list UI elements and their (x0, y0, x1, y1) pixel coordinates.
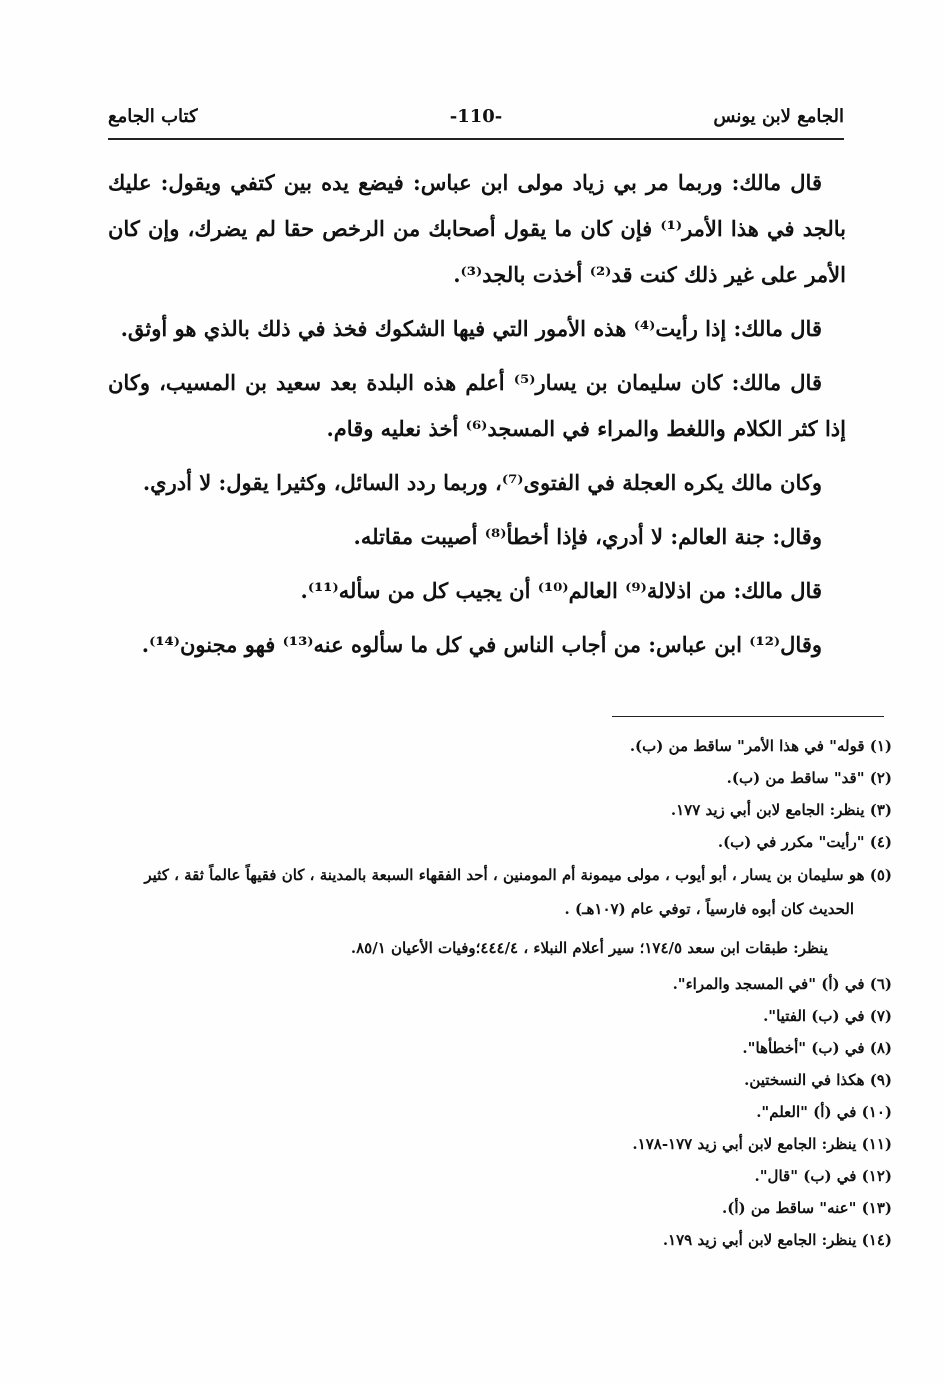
main-text (108, 160, 846, 676)
footnote: (٢) "قد" ساقط من (ب). (726, 769, 892, 787)
footnote: (١٤) ينظر: الجامع لابن أبي زيد ١٧٩. (662, 1231, 892, 1249)
footnote-source: ينظر: طبقات ابن سعد ١٧٤/٥؛ سير أعلام النبلاء ، ٤٤٤/٤؛وفيات الأعيان ٨٥/١. (350, 939, 828, 957)
paragraph: وقال: جنة العالم: لا أدري، فإذا أخطأ⁽⁸⁾ أصيبت مقاتله. (353, 524, 822, 549)
paragraph: وقال⁽¹²⁾ ابن عباس: من أجاب الناس في كل ما سألوه عنه⁽¹³⁾ فهو مجنون⁽¹⁴⁾. (141, 632, 822, 657)
page-header (108, 100, 844, 136)
footnotes (112, 730, 892, 1256)
paragraph: قال مالك: من اذلالة⁽⁹⁾ العالم⁽¹⁰⁾ أن يجيب كل من سأله⁽¹¹⁾. (300, 578, 822, 603)
footnote: (٤) "رأيت" مكرر في (ب). (717, 833, 892, 851)
paragraph: قال مالك: كان سليمان بن يسار⁽⁵⁾ أعلم هذه البلدة بعد سعيد بن المسيب، وكان إذا كثر الكلام واللغط والمراء في المسجد⁽⁶⁾ أخذ نعليه وقام. (108, 370, 846, 441)
footnote: (٩) هكذا في النسختين. (744, 1071, 892, 1089)
running-title-left: كتاب الجامع (108, 106, 198, 127)
footnote: (١) قوله" في هذا الأمر" ساقط من (ب). (629, 737, 892, 755)
footnote: (٧) في (ب) الفتيا". (763, 1007, 892, 1025)
footnote: (١١) ينظر: الجامع لابن أبي زيد ١٧٧-١٧٨. (632, 1135, 892, 1153)
footnote: (٥) هو سليمان بن يسار ، أبو أيوب ، مولى ميمونة أم المومنين ، أحد الفقهاء السبعة بالمدينة ، كان فقيهاً عالماً ثقة ، كثير الحديث كان أبوه فارسياً ، توفي عام (١٠٧هـ) . (144, 866, 892, 918)
footnote: (١٣) "عنه" ساقط من (أ). (722, 1199, 892, 1217)
footnote: (١٠) في (أ) "العلم". (756, 1103, 892, 1121)
paragraph: قال مالك: إذا رأيت⁽⁴⁾ هذه الأمور التي فيها الشكوك فخذ في ذلك بالذي هو أوثق. (120, 316, 822, 341)
paragraph: وكان مالك يكره العجلة في الفتوى⁽⁷⁾، وربما ردد السائل، وكثيرا يقول: لا أدري. (142, 470, 822, 495)
footnote-separator (612, 716, 884, 717)
footnote: (٦) في (أ) "في المسجد والمراء". (672, 975, 892, 993)
page-number: -110- (449, 106, 503, 127)
footnote: (٨) في (ب) "أخطأها". (742, 1039, 892, 1057)
header-rule (108, 138, 844, 140)
footnote: (٣) ينظر: الجامع لابن أبي زيد ١٧٧. (670, 801, 892, 819)
paragraph: قال مالك: وربما مر بي زياد مولى ابن عباس: فيضع يده بين كتفي ويقول: عليك بالجد في هذا الأمر⁽¹⁾ فإن كان ما يقول أصحابك من الرخص حقا لم يضرك، وإن كان الأمر على غير ذلك كنت قد⁽²⁾ أخذت بالجد⁽³⁾. (108, 170, 846, 287)
running-title-right: الجامع لابن يونس (713, 106, 844, 127)
footnote: (١٢) في (ب) "قال". (754, 1167, 892, 1185)
